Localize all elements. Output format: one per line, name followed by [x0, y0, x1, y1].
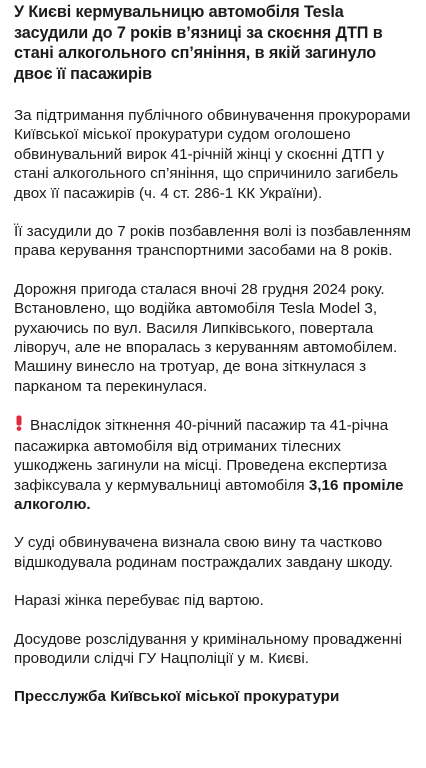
post-headline: У Києві кермувальницю автомобіля Tesla засудили до 7 років в’язниці за скоєння ДТП в стані алкогольного сп’яніння, в якій загинуло двоє її пасажирів [14, 3, 383, 83]
paragraph-custody: Наразі жінка перебуває під вартою. [14, 592, 264, 610]
paragraph-investigation: Досудове розслідування у кримінальному провадженні проводили слідчі ГУ Нацполіції у м. Києві. [14, 630, 402, 667]
paragraph-compensation: У суді обвинувачена визнала свою вину та частково відшкодувала родинам постраждалих завдану шкоду. [14, 534, 393, 571]
post-signature: Пресслужба Київської міської прокуратури [14, 688, 340, 706]
paragraph-sentence: Її засудили до 7 років позбавлення волі із позбавленням права керування транспортними засобами на 8 років. [14, 223, 411, 260]
alcohol-level: 3,16 проміле алкоголю. [14, 476, 404, 513]
exclamation-icon [14, 415, 24, 436]
consequences-text: Внаслідок зіткнення 40-річний пасажир та 41-річна пасажирка автомобіля від отриманих тілесних ушкоджень загинули на місці. Проведена експертиза зафіксувала у кермувальниці автомобіля [14, 417, 389, 494]
paragraph-prosecution: За підтримання публічного обвинувачення прокурорами Київської міської прокуратури судом оголошено обвинувальний вирок 41-річній жінці у скоєнні ДТП у стані алкогольного сп’яніння, що спричинило загибель двох її пасажирів (ч. 4 ст. 286-1 КК України). [14, 107, 411, 202]
paragraph-consequences [14, 415, 412, 514]
paragraph-incident: Дорожня пригода сталася вночі 28 грудня 2024 року. Встановлено, що водійка автомобіля Tesla Model 3, рухаючись по вул. Василя Липківського, повертала ліворуч, але не впоралась з керуванням автомобілем. Машину винесло на тротуар, де вона зіткнулася з парканом та перекинулася. [14, 280, 398, 395]
